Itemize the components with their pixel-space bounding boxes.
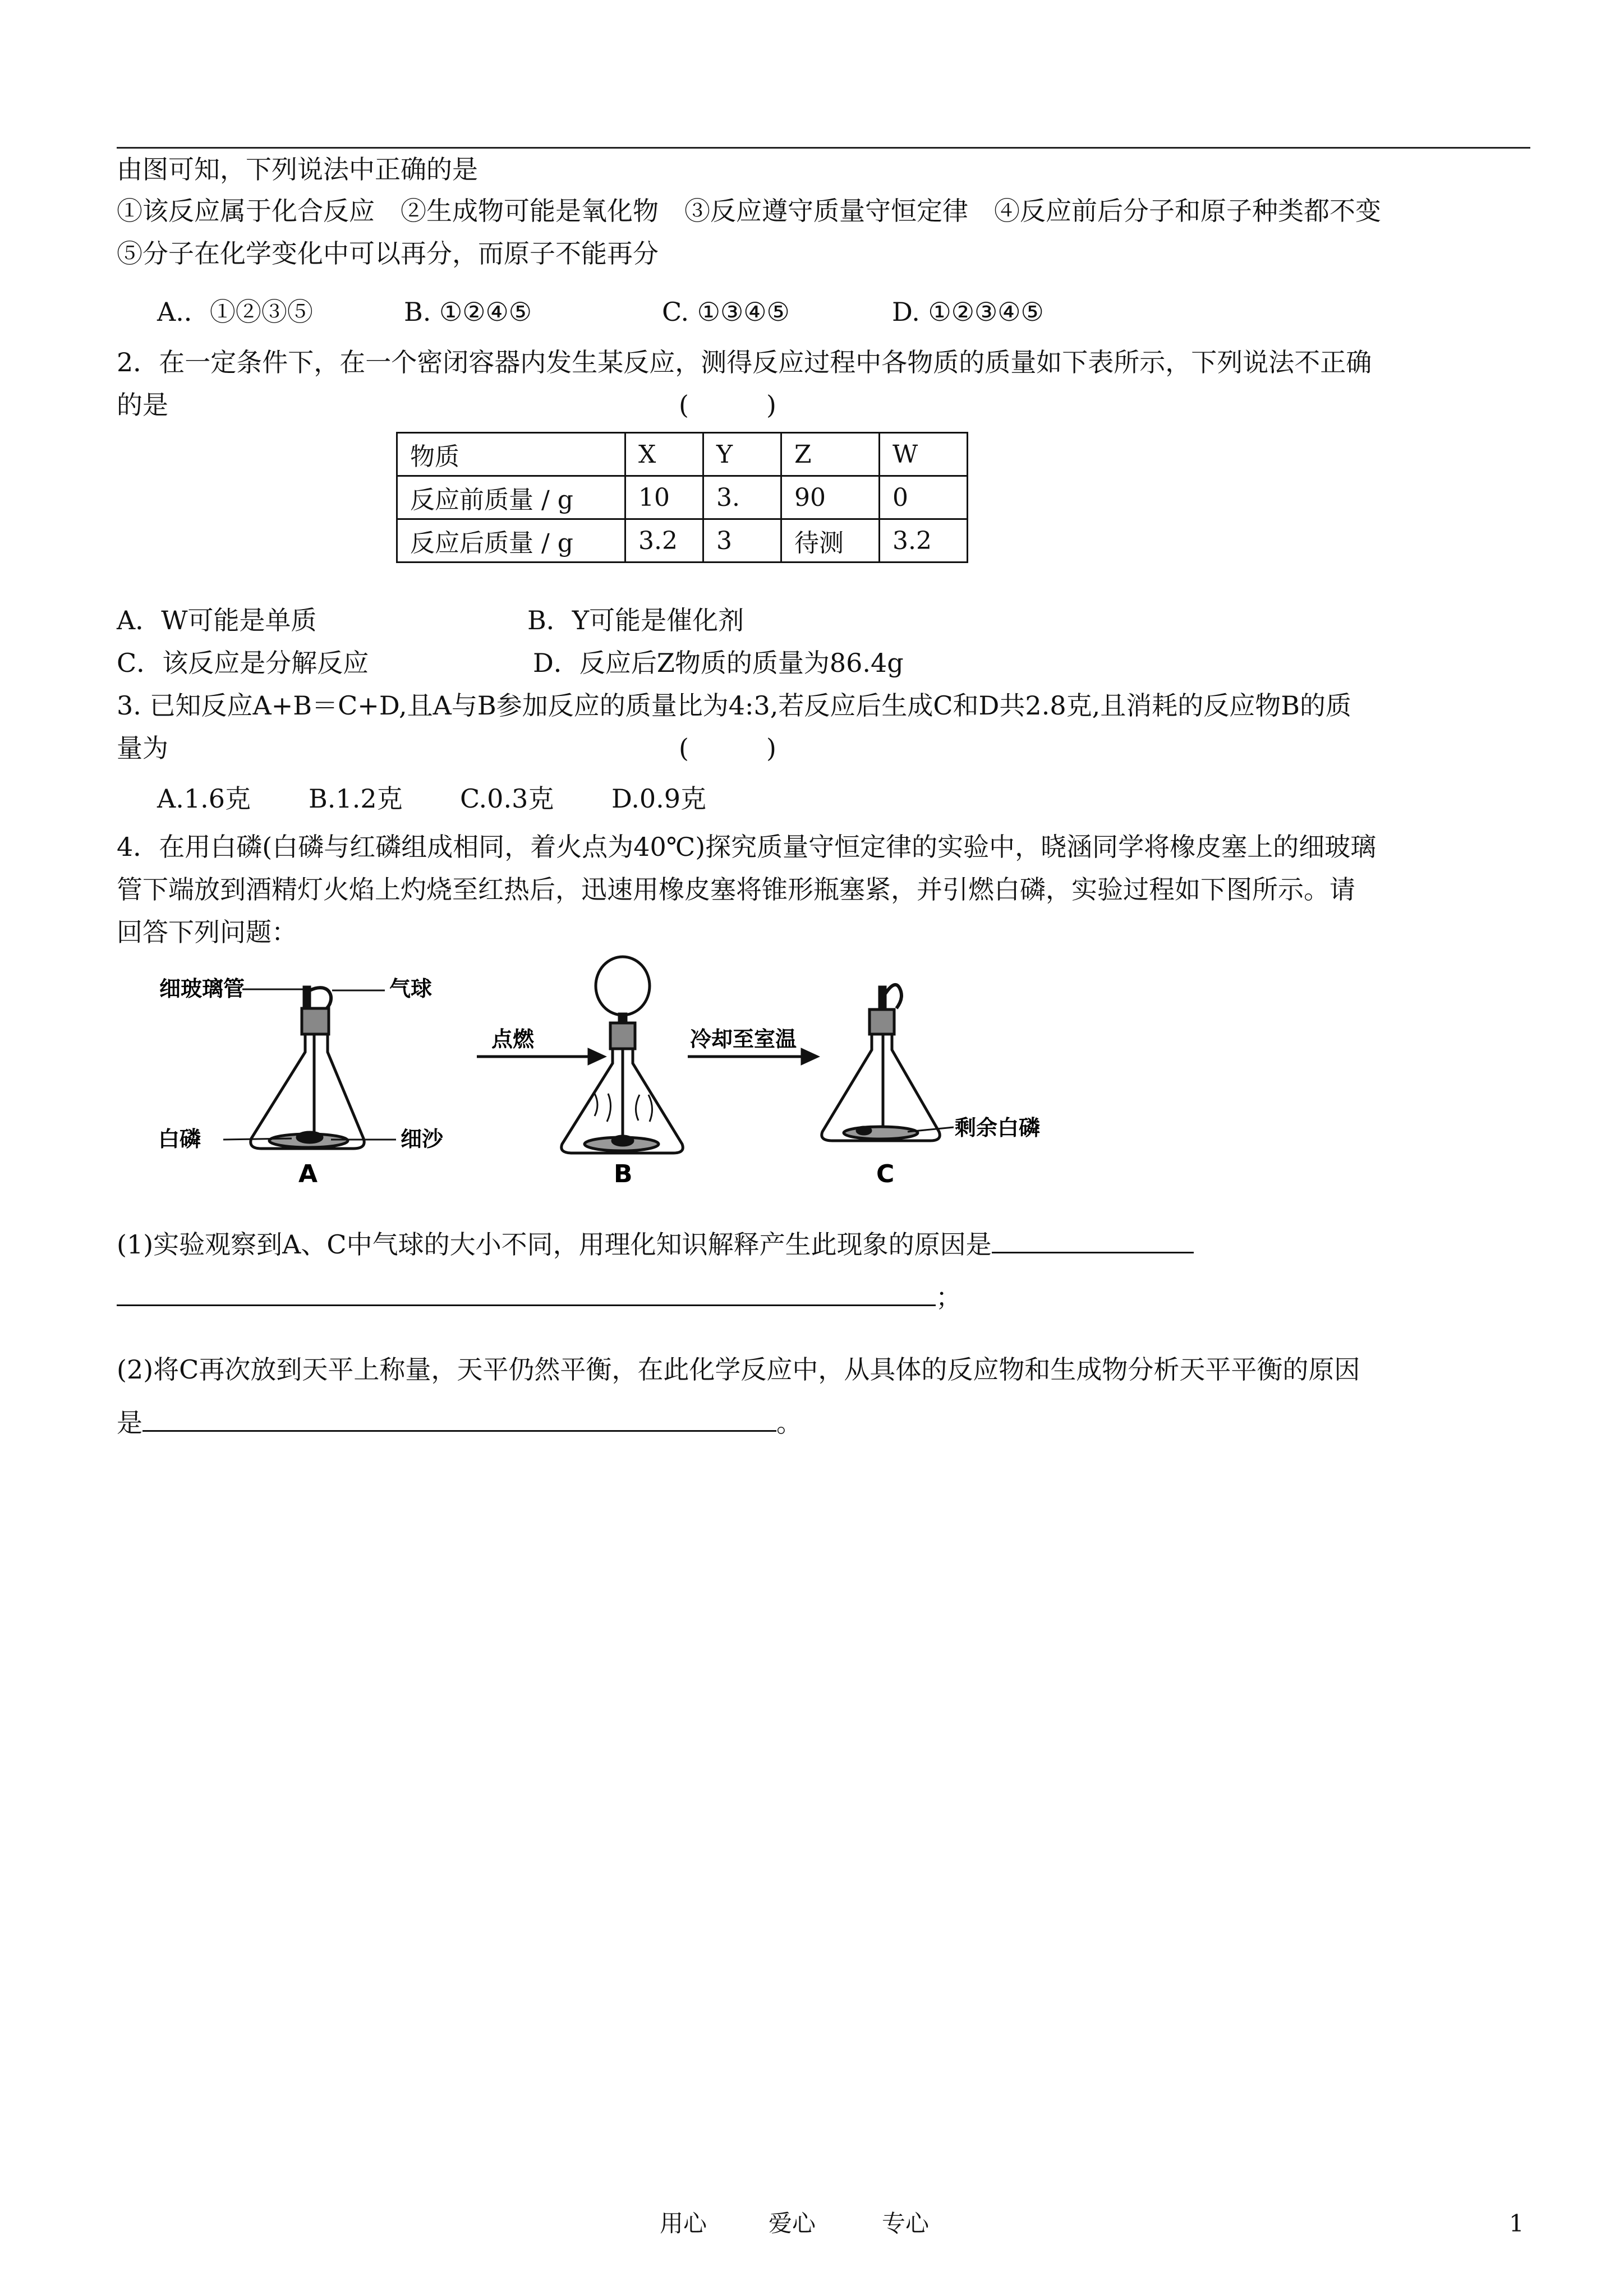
q3-option-d: D.0.9克 [611, 783, 707, 814]
flask-a [223, 987, 396, 1149]
q2-option-c: C．该反应是分解反应 [117, 648, 369, 678]
q4-line1: 4．在用白磷(白磷与红磷组成相同，着火点为40℃)探究质量守恒定律的实验中，晓涵同学将橡皮塞上的细玻璃 [117, 832, 1377, 862]
table-cell: Y [703, 433, 781, 476]
arrow-cool [688, 1050, 817, 1063]
q2-option-d: D．反应后Z物质的质量为86.4g [533, 648, 904, 678]
table-cell: 反应前质量 / g [397, 476, 625, 519]
q2-answer-bracket: ( ) [679, 390, 776, 420]
q4-sub2-line1: (2)将C再次放到天平上称量，天平仍然平衡，在此化学反应中，从具体的反应物和生成物分析天平平衡的原因 [117, 1354, 1360, 1385]
intro-line: 由图可知，下列说法中正确的是 [117, 154, 478, 185]
table-cell: 90 [781, 476, 880, 519]
q3-option-b: B.1.2克 [309, 783, 403, 814]
label-tube: 细玻璃管 [159, 976, 245, 1001]
q4-sub2-end: 。 [776, 1408, 802, 1438]
q3-line1: 3. 已知反应A+B＝C+D,且A与B参加反应的质量比为4:3,若反应后生成C和D共2.8克,且消耗的反应物B的质 [117, 690, 1352, 721]
table-cell: 3. [703, 476, 781, 519]
label-cool: 冷却至室温 [690, 1027, 797, 1052]
q4-line2: 管下端放到酒精灯火焰上灼烧至红热后，迅速用橡皮塞将锥形瓶塞紧，并引燃白磷，实验过程如下图所示。请 [117, 874, 1355, 905]
q2-line2: 的是 [117, 390, 168, 420]
q1-statements-line2: ⑤分子在化学变化中可以再分，而原子不能再分 [117, 238, 659, 269]
table-cell: X [625, 433, 703, 476]
q1-option-c: C. ①③④⑤ [662, 297, 790, 327]
label-phosphorus: 白磷 [158, 1127, 201, 1151]
q2-line1: 2．在一定条件下，在一个密闭容器内发生某反应，测得反应过程中各物质的质量如下表所示，下列说法不正确 [117, 347, 1372, 377]
table-cell: 3 [703, 519, 781, 563]
q4-sub1 [117, 1227, 1194, 1261]
table-cell: 0 [880, 476, 968, 519]
table-cell: 待测 [781, 519, 880, 563]
table-cell: W [880, 433, 968, 476]
q4-sub2-prefix: 是 [117, 1408, 142, 1438]
q1-option-a: A.．①②③⑤ [157, 297, 313, 327]
q1-option-d: D. ①②③④⑤ [892, 297, 1044, 327]
header-rule [117, 147, 1530, 149]
table-cell: Z [781, 433, 880, 476]
table-header-row [397, 433, 968, 476]
answer-blank-1a[interactable] [992, 1227, 1194, 1253]
table-row [397, 519, 968, 563]
arrow-ignite [477, 1050, 604, 1063]
q1-option-b: B. ①②④⑤ [404, 297, 532, 327]
flask-b [562, 957, 683, 1153]
table-row [397, 476, 968, 519]
mass-table [396, 432, 968, 563]
table-cell: 反应后质量 / g [397, 519, 625, 563]
table-cell: 10 [625, 476, 703, 519]
flask-label-c: C [876, 1160, 895, 1188]
flask-label-a: A [298, 1160, 318, 1188]
q3-line2: 量为 [117, 733, 168, 763]
label-sand: 细沙 [401, 1127, 444, 1151]
footer-item-2: 爱心 [769, 2210, 816, 2237]
q3-option-a: A.1.6克 [157, 783, 251, 814]
apparatus-figure [151, 953, 1105, 1206]
table-cell: 3.2 [880, 519, 968, 563]
q3-option-c: C.0.3克 [460, 783, 554, 814]
q2-option-a: A．W可能是单质 [117, 605, 317, 635]
answer-blank-1b[interactable] [117, 1280, 936, 1306]
label-balloon: 气球 [389, 976, 433, 1001]
q4-sub1-text: (1)实验观察到A、C中气球的大小不同，用理化知识解释产生此现象的原因是 [117, 1229, 992, 1260]
q3-answer-bracket: ( ) [679, 733, 776, 763]
q4-sub1-continued [117, 1280, 961, 1314]
answer-blank-2[interactable] [142, 1405, 776, 1432]
label-remaining: 剩余白磷 [955, 1115, 1041, 1140]
q2-option-b: B．Y可能是催化剂 [527, 605, 744, 635]
table-cell: 3.2 [625, 519, 703, 563]
q4-sub1-end: ； [936, 1282, 961, 1312]
page-number: 1 [1509, 2210, 1524, 2237]
label-ignite: 点燃 [491, 1027, 535, 1052]
q1-statements-line1: ①该反应属于化合反应 ②生成物可能是氧化物 ③反应遵守质量守恒定律 ④反应前后分子和原子种类都不变 [117, 196, 1381, 226]
flask-label-b: B [614, 1160, 633, 1188]
q4-line3: 回答下列问题： [117, 917, 297, 947]
table-cell: 物质 [397, 433, 625, 476]
flask-c [822, 985, 954, 1141]
footer-item-1: 用心 [660, 2210, 707, 2237]
q4-sub2-line2 [117, 1405, 802, 1440]
footer-item-3: 专心 [882, 2210, 930, 2237]
